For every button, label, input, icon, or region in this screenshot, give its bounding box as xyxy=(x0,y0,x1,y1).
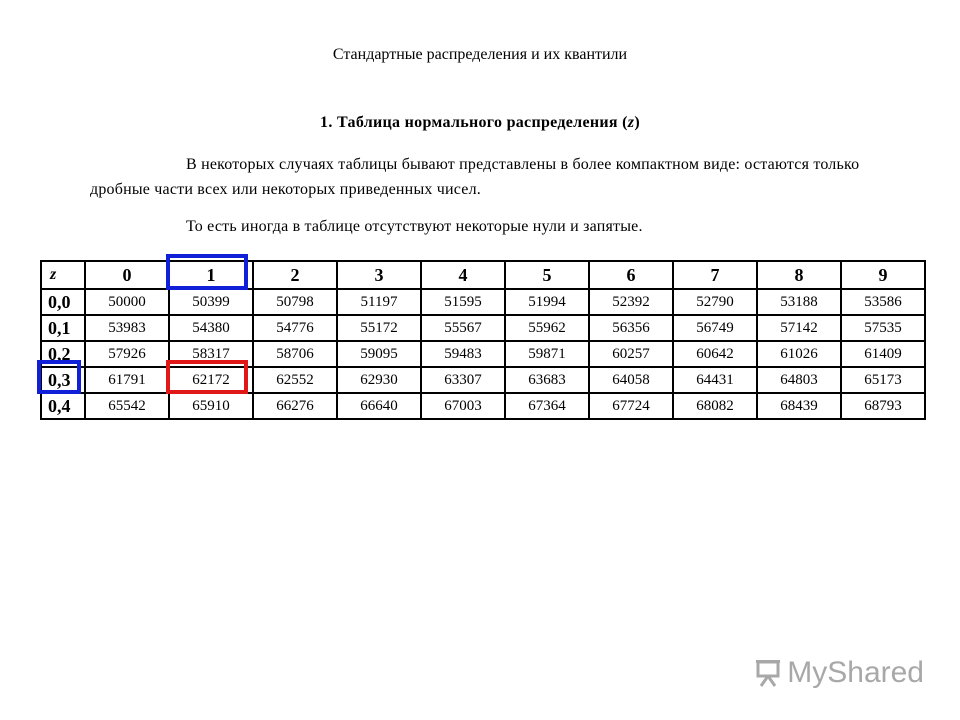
table-cell: 62172 xyxy=(169,367,253,393)
table-cell: 53586 xyxy=(841,289,925,315)
column-header: 7 xyxy=(673,261,757,289)
row-highlight-box xyxy=(37,360,81,394)
table-cell: 63683 xyxy=(505,367,589,393)
row-header: 0,0 xyxy=(41,289,85,315)
column-header: 9 xyxy=(841,261,925,289)
row-header: 0,4 xyxy=(41,393,85,419)
table-cell: 59483 xyxy=(421,341,505,367)
section-heading-text: 1. Таблица нормального распределения ( xyxy=(320,114,628,131)
section-heading-close: ) xyxy=(634,114,640,131)
table-cell: 51994 xyxy=(505,289,589,315)
table-cell: 59095 xyxy=(337,341,421,367)
watermark xyxy=(755,656,924,690)
column-header: 3 xyxy=(337,261,421,289)
table-cell: 52392 xyxy=(589,289,673,315)
table-cell: 67003 xyxy=(421,393,505,419)
cell-highlight-box xyxy=(166,360,248,394)
table-cell: 61409 xyxy=(841,341,925,367)
column-highlight-box xyxy=(166,254,248,290)
row-header: 0,1 xyxy=(41,315,85,341)
note-paragraph: То есть иногда в таблице отсутствуют некоторые нули и запятые. xyxy=(186,218,643,235)
table-cell: 68082 xyxy=(673,393,757,419)
section-heading xyxy=(0,114,960,132)
table-row xyxy=(41,393,925,419)
table-cell: 51197 xyxy=(337,289,421,315)
table-cell: 51595 xyxy=(421,289,505,315)
table-cell: 55962 xyxy=(505,315,589,341)
table-cell: 62930 xyxy=(337,367,421,393)
table-cell: 60257 xyxy=(589,341,673,367)
table-cell: 60642 xyxy=(673,341,757,367)
column-header: 1 xyxy=(169,261,253,289)
table-cell: 66276 xyxy=(253,393,337,419)
watermark-text: MyShared xyxy=(787,656,924,689)
table-cell: 50000 xyxy=(85,289,169,315)
table-cell: 63307 xyxy=(421,367,505,393)
table-cell: 59871 xyxy=(505,341,589,367)
row-header: 0,3 xyxy=(41,367,85,393)
table-cell: 56356 xyxy=(589,315,673,341)
table-cell: 52790 xyxy=(673,289,757,315)
table-cell: 54380 xyxy=(169,315,253,341)
table-cell: 53188 xyxy=(757,289,841,315)
table-cell: 64803 xyxy=(757,367,841,393)
table-cell: 65910 xyxy=(169,393,253,419)
table-cell: 57926 xyxy=(85,341,169,367)
column-header: 2 xyxy=(253,261,337,289)
table-cell: 55567 xyxy=(421,315,505,341)
table-cell: 67364 xyxy=(505,393,589,419)
column-header: 6 xyxy=(589,261,673,289)
intro-paragraph-text: В некоторых случаях таблицы бывают представлены в более компактном виде: остаются только дробные части всех или некоторых приведенных чисел. xyxy=(90,156,860,198)
table-cell: 68793 xyxy=(841,393,925,419)
table-cell: 66640 xyxy=(337,393,421,419)
table-row xyxy=(41,315,925,341)
presentation-board-icon xyxy=(755,658,781,688)
table-cell: 57142 xyxy=(757,315,841,341)
page-title: Стандартные распределения и их квантили xyxy=(332,46,628,63)
table-cell: 64058 xyxy=(589,367,673,393)
column-header: 5 xyxy=(505,261,589,289)
section-heading-var: z xyxy=(627,114,635,131)
table-cell: 65173 xyxy=(841,367,925,393)
intro-paragraph xyxy=(90,152,890,202)
table-cell: 58317 xyxy=(169,341,253,367)
table-corner-label: z xyxy=(41,261,85,289)
table-cell: 54776 xyxy=(253,315,337,341)
row-header: 0,2 xyxy=(41,341,85,367)
table-cell: 58706 xyxy=(253,341,337,367)
column-header: 0 xyxy=(85,261,169,289)
table-cell: 55172 xyxy=(337,315,421,341)
table-cell: 65542 xyxy=(85,393,169,419)
table-cell: 61791 xyxy=(85,367,169,393)
table-cell: 56749 xyxy=(673,315,757,341)
table-cell: 62552 xyxy=(253,367,337,393)
table-cell: 61026 xyxy=(757,341,841,367)
column-header: 4 xyxy=(421,261,505,289)
table-row xyxy=(41,289,925,315)
table-cell: 50798 xyxy=(253,289,337,315)
table-cell: 53983 xyxy=(85,315,169,341)
table-cell: 57535 xyxy=(841,315,925,341)
table-cell: 50399 xyxy=(169,289,253,315)
column-header: 8 xyxy=(757,261,841,289)
table-cell: 64431 xyxy=(673,367,757,393)
table-cell: 67724 xyxy=(589,393,673,419)
table-cell: 68439 xyxy=(757,393,841,419)
